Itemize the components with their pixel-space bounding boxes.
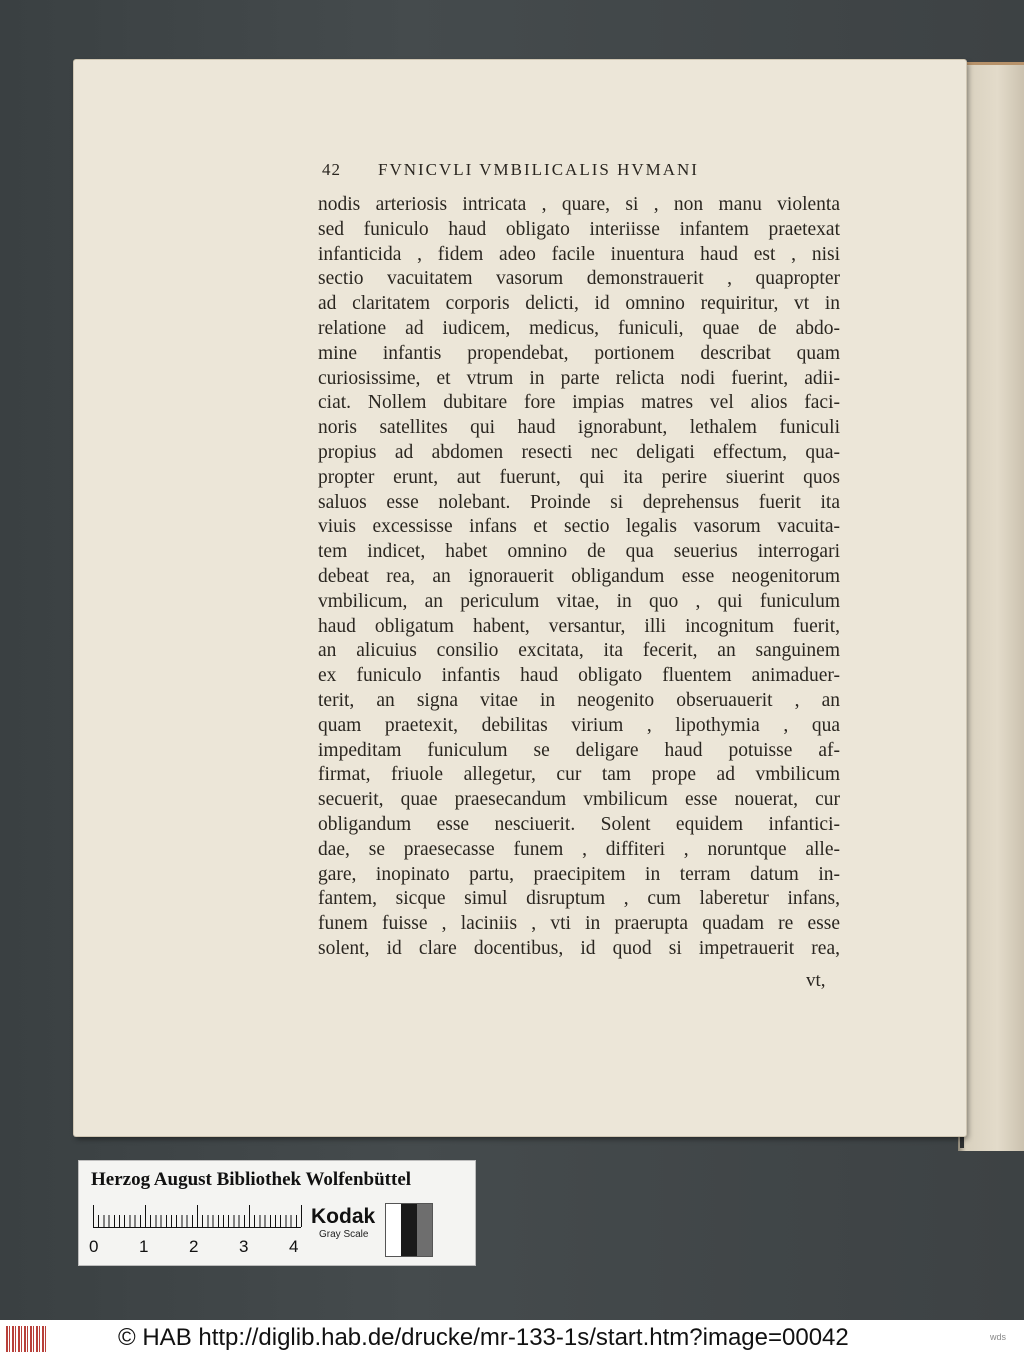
text-line: an alicuius consilio excitata, ita fecerit, an sanguinem <box>318 640 840 662</box>
text-line: obligandum esse nesciuerit. Solent equidem infantici- <box>318 813 840 835</box>
text-line: curiosissime, et vtrum in parte relicta nodi fuerint, adii- <box>318 367 840 389</box>
kodak-subtitle: Gray Scale <box>319 1229 369 1240</box>
catchword: vt, <box>806 970 826 991</box>
text-line: ciat. Nollem dubitare fore impias matres vel alios faci- <box>318 392 840 414</box>
text-line: terit, an signa vitae in neogenito obseruauerit , an <box>318 689 840 711</box>
scale-ruler <box>93 1205 301 1228</box>
text-line: propius ad abdomen resecti nec deligati effectum, qua- <box>318 441 840 463</box>
text-line: debeat rea, an ignorauerit obligandum esse neogenitorum <box>318 565 840 587</box>
footer-bar <box>0 1320 1024 1358</box>
text-line: impeditam funiculum se deligare haud potuisse af- <box>318 739 840 761</box>
text-line: ad claritatem corporis delicti, id omnino requiritur, vt in <box>318 293 840 315</box>
kodak-logo: Kodak <box>311 1205 376 1228</box>
ruler-major-tick <box>93 1205 94 1227</box>
text-line: propter erunt, aut fuerunt, qui ita perire siuerint quos <box>318 466 840 488</box>
scale-numbers <box>89 1237 309 1257</box>
text-line: fantem, sicque simul disruptum , cum laberetur infans, <box>318 888 840 910</box>
text-line: infanticida , fidem adeo facile inuentura haud est , nisi <box>318 243 840 265</box>
text-line: firmat, friuole allegetur, cur tam prope ad vmbilicum <box>318 764 840 786</box>
text-line: funem fuisse , laciniis , vti in praerupta quadam re esse <box>318 913 840 935</box>
text-line: saluos esse nolebant. Proinde si deprehensus fuerit ita <box>318 491 840 513</box>
gray-scale-swatches <box>385 1203 433 1257</box>
text-line: noris satellites qui haud ignorabunt, lethalem funiculi <box>318 417 840 439</box>
ruler-major-tick <box>145 1205 146 1227</box>
facing-page-edge <box>958 62 1024 1151</box>
running-header <box>322 160 842 180</box>
text-line: secuerit, quae praesecandum vmbilicum esse nouerat, cur <box>318 789 840 811</box>
text-line: dae, se praesecasse funem , diffiteri , noruntque alle- <box>318 838 840 860</box>
text-line: quam praetexit, debilitas virium , lipothymia , qua <box>318 714 840 736</box>
text-line: vmbilicum, an periculum vitae, in quo , qui funiculum <box>318 590 840 612</box>
text-line: sectio vacuitatem vasorum demonstrauerit , quapropter <box>318 268 840 290</box>
text-line: viuis excessisse infans et sectio legalis vasorum vacuita- <box>318 516 840 538</box>
footer-url-text[interactable]: © HAB http://diglib.hab.de/drucke/mr-133-1s/start.htm?image=00042 <box>118 1324 849 1351</box>
library-name: Herzog August Bibliothek Wolfenbüttel <box>91 1169 412 1190</box>
scale-number: 3 <box>239 1237 249 1256</box>
text-line: nodis arteriosis intricata , quare, si , non manu violenta <box>318 194 840 215</box>
header-title: FVNICVLI VMBILICALIS HVMANI <box>378 160 699 179</box>
text-line: ex funiculo infantis haud obligato fluentem animaduer- <box>318 665 840 687</box>
scale-number: 1 <box>139 1237 149 1256</box>
scale-number: 0 <box>89 1237 99 1256</box>
text-line: mine infantis propendebat, portionem describat quam <box>318 342 840 364</box>
footer-mark: wds <box>990 1332 1007 1342</box>
scale-number: 4 <box>289 1237 299 1256</box>
ruler-major-tick <box>197 1205 198 1227</box>
ruler-major-tick <box>301 1205 302 1227</box>
text-line: tem indicet, habet omnino de qua seuerius interrogari <box>318 541 840 563</box>
page-number: 42 <box>322 160 341 179</box>
text-line: relatione ad iudicem, medicus, funiculi, quae de abdo- <box>318 317 840 339</box>
scale-number: 2 <box>189 1237 199 1256</box>
hab-logo-icon <box>6 1326 46 1352</box>
text-line: sed funiculo haud obligato interiisse infantem praetexat <box>318 218 840 240</box>
ruler-major-tick <box>249 1205 250 1227</box>
gray-swatch <box>386 1204 401 1256</box>
text-line: solent, id clare docentibus, id quod si impetrauerit rea, <box>318 937 840 959</box>
library-color-card <box>78 1160 476 1266</box>
text-line: haud obligatum habent, versantur, illi incognitum fuerit, <box>318 615 840 637</box>
page-body-text <box>318 193 840 962</box>
gray-swatch <box>417 1204 432 1256</box>
text-line: gare, inopinato partu, praecipitem in terram datum in- <box>318 863 840 885</box>
gray-swatch <box>401 1204 416 1256</box>
